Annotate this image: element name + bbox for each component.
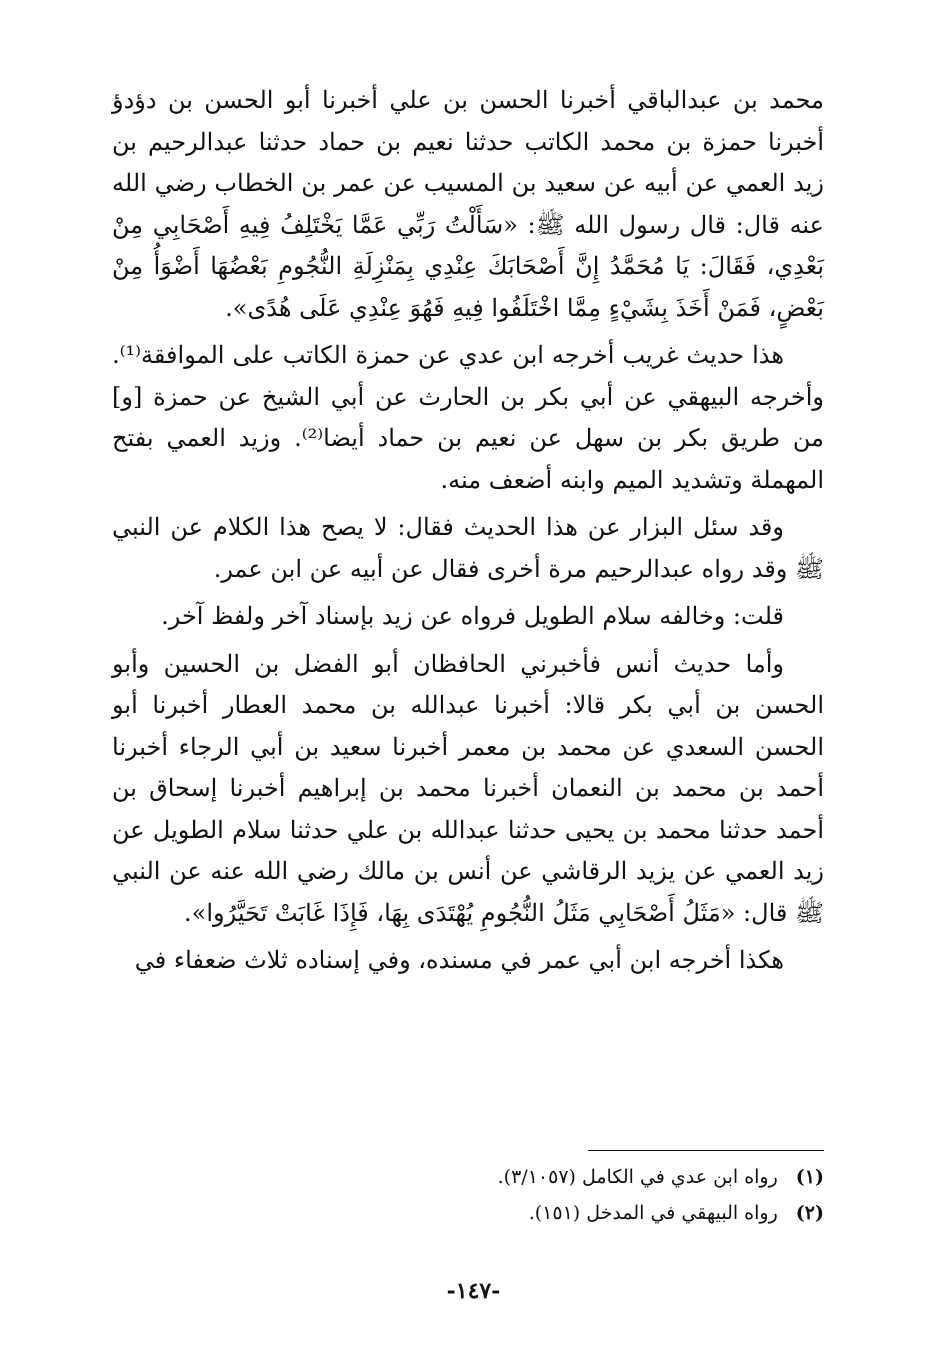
footnote-1 xyxy=(112,1159,824,1195)
footnotes xyxy=(112,1150,824,1231)
footnote-text: رواه البيهقي في المدخل (١٥١). xyxy=(528,1202,778,1224)
page-body xyxy=(112,80,824,988)
footnote-number: (١) xyxy=(795,1166,824,1188)
paragraph-qultu: قلت: وخالفه سلام الطويل فرواه عن زيد بإسناد آخر ولفظ آخر. xyxy=(161,602,784,630)
footnote-number: (٢) xyxy=(795,1202,824,1224)
paragraph-bazzar: وقد سئل البزار عن هذا الحديث فقال: لا يصح هذا الكلام عن النبي ﷺ وقد رواه عبدالرحيم مرة أخرى فقال عن أبيه عن ابن عمر. xyxy=(112,513,824,583)
paragraph-isnad-umar: محمد بن عبدالباقي أخبرنا الحسن بن علي أخبرنا أبو الحسن بن دؤدؤ أخبرنا حمزة بن محمد الكاتب حدثنا نعيم بن حماد حدثنا عبدالرحيم بن زيد العمي عن أبيه عن سعيد بن المسيب عن عمر بن الخطاب رضي الله عنه قال: قال رسول الله ﷺ: «سَأَلْتُ رَبِّي عَمَّا يَخْتَلِفُ فِيهِ أَصْحَابِي مِنْ بَعْدِي، فَقَالَ: يَا مُحَمَّدُ إِنَّ أَصْحَابَكَ عِنْدِي بِمَنْزِلَةِ النُّجُومِ بَعْضُهَا أَضْوَأُ مِنْ بَعْضٍ، فَمَنْ أَخَذَ بِشَيْءٍ مِمَّا اخْتَلَفُوا فِيهِ فَهُوَ عِنْدِي عَلَى هُدًى». xyxy=(112,86,825,322)
paragraph-closing: هكذا أخرجه ابن أبي عمر في مسنده، وفي إسناده ثلاث ضعفاء في xyxy=(134,946,784,974)
footnote-2 xyxy=(112,1195,824,1231)
page-number: -١٤٧- xyxy=(446,1278,501,1304)
footnote-text: رواه ابن عدي في الكامل (٣/١٠٥٧). xyxy=(497,1166,778,1188)
footnote-divider xyxy=(588,1150,824,1151)
paragraph-anas-hadith: وأما حديث أنس فأخبرني الحافظان أبو الفضل بن الحسين وأبو الحسن بن أبي بكر قالا: أخبرنا عبدالله بن محمد العطار أخبرنا أبو الحسن السعدي عن محمد بن معمر أخبرنا سعيد بن أبي الرجاء أخبرنا أحمد بن محمد بن النعمان أخبرنا محمد بن إبراهيم أخبرنا إسحاق بن أحمد حدثنا محمد بن يحيى حدثنا عبدالله بن علي حدثنا سلام الطويل عن زيد العمي عن يزيد الرقاشي عن أنس بن مالك رضي الله عنه عن النبي ﷺ قال: «مَثَلُ أَصْحَابِي مَثَلُ النُّجُومِ يُهْتَدَى بِهَا، فَإِذَا غَابَتْ تَحَيَّرُوا». xyxy=(112,649,824,927)
paragraph-takhrij: هذا حديث غريب أخرجه ابن عدي عن حمزة الكاتب على الموافقة⁽¹⁾. وأخرجه البيهقي عن أبي بكر بن الحارث عن أبي الشيخ عن حمزة [و] من طريق بكر بن سهل عن نعيم بن حماد أيضا⁽²⁾. وزيد العمي بفتح المهملة وتشديد الميم وابنه أضعف منه. xyxy=(112,341,825,494)
